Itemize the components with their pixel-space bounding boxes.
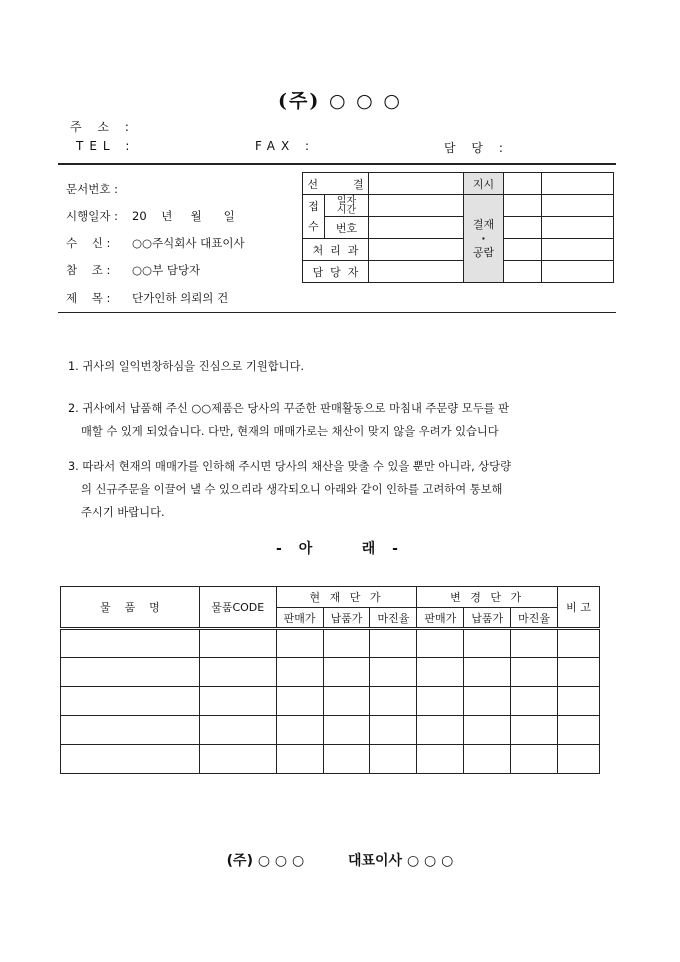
seongyeol-cell <box>369 173 464 195</box>
table-cell <box>370 658 417 687</box>
paragraph-1-text: 1. 귀사의 일익번창하심을 진심으로 기원합니다. <box>68 360 305 373</box>
recipient-label: 수 신 : <box>66 236 111 250</box>
section-heading: - 아 래 - <box>276 541 404 557</box>
subject-row <box>66 290 228 306</box>
recipient-row <box>66 235 245 251</box>
subject-value: 단가인하 의뢰의 건 <box>132 291 229 305</box>
contact-label: 담 당 : <box>444 141 509 155</box>
fax-label: FAX : <box>255 139 316 153</box>
table-cell <box>276 687 323 716</box>
gyeoljae-text: 결재 <box>472 217 495 231</box>
paragraph-2 <box>68 397 616 443</box>
table-cell <box>558 658 600 687</box>
paragraph-3-line-2: 의 신규주문을 이끌어 낼 수 있으리라 생각되오니 아래와 같이 인하를 고려하여 통보해 <box>81 483 503 496</box>
info-divider <box>58 312 616 313</box>
company-title: (주) ○ ○ ○ <box>278 90 402 112</box>
table-cell <box>61 716 200 745</box>
table-cell <box>417 716 464 745</box>
seongyeol-label: 선 결 <box>303 173 369 195</box>
table-cell <box>323 658 370 687</box>
subject-label: 제 목 : <box>66 291 111 305</box>
gyeoljae-cell-1 <box>504 195 542 217</box>
table-cell <box>199 716 276 745</box>
col-name-header: 물 품 명 <box>61 587 200 629</box>
changed-margin-header: 마진율 <box>511 608 558 629</box>
reference-label: 참 조 : <box>66 263 111 277</box>
table-cell <box>464 716 511 745</box>
table-cell <box>558 687 600 716</box>
table-cell <box>417 687 464 716</box>
header-divider <box>58 163 616 165</box>
items-table <box>60 586 600 774</box>
address-label: 주 소 : <box>70 120 135 134</box>
gyeoljae-gongram-label <box>464 195 504 283</box>
approval-table <box>302 172 614 283</box>
table-cell <box>511 745 558 774</box>
table-cell <box>464 687 511 716</box>
beonho-label: 번호 <box>325 217 369 239</box>
cheorigwa-cell <box>369 239 464 261</box>
item-rows <box>61 629 600 774</box>
jisi-cell-2 <box>542 173 614 195</box>
beonho-cell <box>369 217 464 239</box>
ilja-text: 일자 <box>336 195 357 207</box>
table-cell <box>370 687 417 716</box>
doc-no-row <box>66 181 132 197</box>
table-cell <box>323 629 370 658</box>
cheorigwa-label: 처 리 과 <box>303 239 369 261</box>
table-cell <box>558 745 600 774</box>
paragraph-1 <box>68 355 616 378</box>
ilja-sigan-label <box>325 195 369 217</box>
current-price-header: 현 재 단 가 <box>276 587 417 608</box>
changed-price-header: 변 경 단 가 <box>417 587 558 608</box>
gongram-text: 공람 <box>472 245 495 259</box>
paragraph-3-line-1: 3. 따라서 현재의 매매가를 인하해 주시면 당사의 채산을 맞출 수 있을 뿐만 아니라, 상당량 <box>68 460 512 473</box>
table-cell <box>370 745 417 774</box>
table-cell <box>61 687 200 716</box>
gyeoljae-cell-7 <box>504 261 542 283</box>
gyeoljae-cell-2 <box>542 195 614 217</box>
table-cell <box>199 745 276 774</box>
table-cell <box>276 658 323 687</box>
gyeoljae-cell-3 <box>504 217 542 239</box>
table-cell <box>370 716 417 745</box>
table-cell <box>464 745 511 774</box>
paragraph-3-line-3: 주시기 바랍니다. <box>81 506 165 519</box>
table-row <box>61 745 600 774</box>
tel-label: TEL : <box>76 139 136 153</box>
current-supply-header: 납품가 <box>323 608 370 629</box>
date-row <box>66 208 235 224</box>
table-cell <box>323 687 370 716</box>
recipient-value: ○○주식회사 대표이사 <box>132 236 245 250</box>
current-margin-header: 마진율 <box>370 608 417 629</box>
table-row <box>61 629 600 658</box>
table-cell <box>323 745 370 774</box>
footer-signature <box>0 850 680 870</box>
paragraph-2-line-1: 2. 귀사에서 납품해 주신 ○○제품은 당사의 꾸준한 판매활동으로 마침내 주문량 모두를 판 <box>68 402 510 415</box>
table-cell <box>199 629 276 658</box>
sigan-text: 시간 <box>336 204 357 216</box>
current-sale-header: 판매가 <box>276 608 323 629</box>
gyeoljae-cell-6 <box>542 239 614 261</box>
table-cell <box>417 745 464 774</box>
table-cell <box>558 629 600 658</box>
table-cell <box>511 629 558 658</box>
footer-company: (주) ○ ○ ○ <box>226 853 305 869</box>
gyeoljae-cell-5 <box>504 239 542 261</box>
jeopsu-label <box>303 195 325 239</box>
jisi-label: 지시 <box>464 173 504 195</box>
reference-row <box>66 262 200 278</box>
changed-supply-header: 납품가 <box>464 608 511 629</box>
table-cell <box>464 658 511 687</box>
gyeoljae-cell-8 <box>542 261 614 283</box>
jisi-cell-1 <box>504 173 542 195</box>
table-cell <box>511 658 558 687</box>
damdangja-cell <box>369 261 464 283</box>
su-text: 수 <box>308 219 319 233</box>
gyeoljae-cell-4 <box>542 217 614 239</box>
table-cell <box>61 658 200 687</box>
table-cell <box>61 629 200 658</box>
table-cell <box>276 716 323 745</box>
gyeoljae-dot: · <box>481 231 486 245</box>
table-cell <box>61 745 200 774</box>
table-cell <box>464 629 511 658</box>
ilja-cell <box>369 195 464 217</box>
table-cell <box>276 629 323 658</box>
remarks-header: 비 고 <box>558 587 600 629</box>
reference-value: ○○부 담당자 <box>132 263 201 277</box>
table-cell <box>323 716 370 745</box>
paragraph-2-line-2: 매할 수 있게 되었습니다. 다만, 현재의 매매가로는 채산이 맞지 않을 우려가 있습니다 <box>81 425 499 438</box>
table-row <box>61 687 600 716</box>
jeop-text: 접 <box>308 199 319 213</box>
paragraph-3 <box>68 455 616 524</box>
doc-no-label: 문서번호 : <box>66 182 118 196</box>
date-value: 20 년 월 일 <box>132 209 235 223</box>
col-code-header: 물품CODE <box>199 587 276 629</box>
table-cell <box>511 716 558 745</box>
table-cell <box>199 658 276 687</box>
changed-sale-header: 판매가 <box>417 608 464 629</box>
table-row <box>61 658 600 687</box>
table-cell <box>370 629 417 658</box>
date-label: 시행일자 : <box>66 209 118 223</box>
table-cell <box>199 687 276 716</box>
table-cell <box>276 745 323 774</box>
table-cell <box>417 658 464 687</box>
footer-ceo: 대표이사 ○ ○ ○ <box>347 853 454 869</box>
damdangja-label: 담 당 자 <box>303 261 369 283</box>
table-row <box>61 716 600 745</box>
table-cell <box>558 716 600 745</box>
table-cell <box>417 629 464 658</box>
table-cell <box>511 687 558 716</box>
